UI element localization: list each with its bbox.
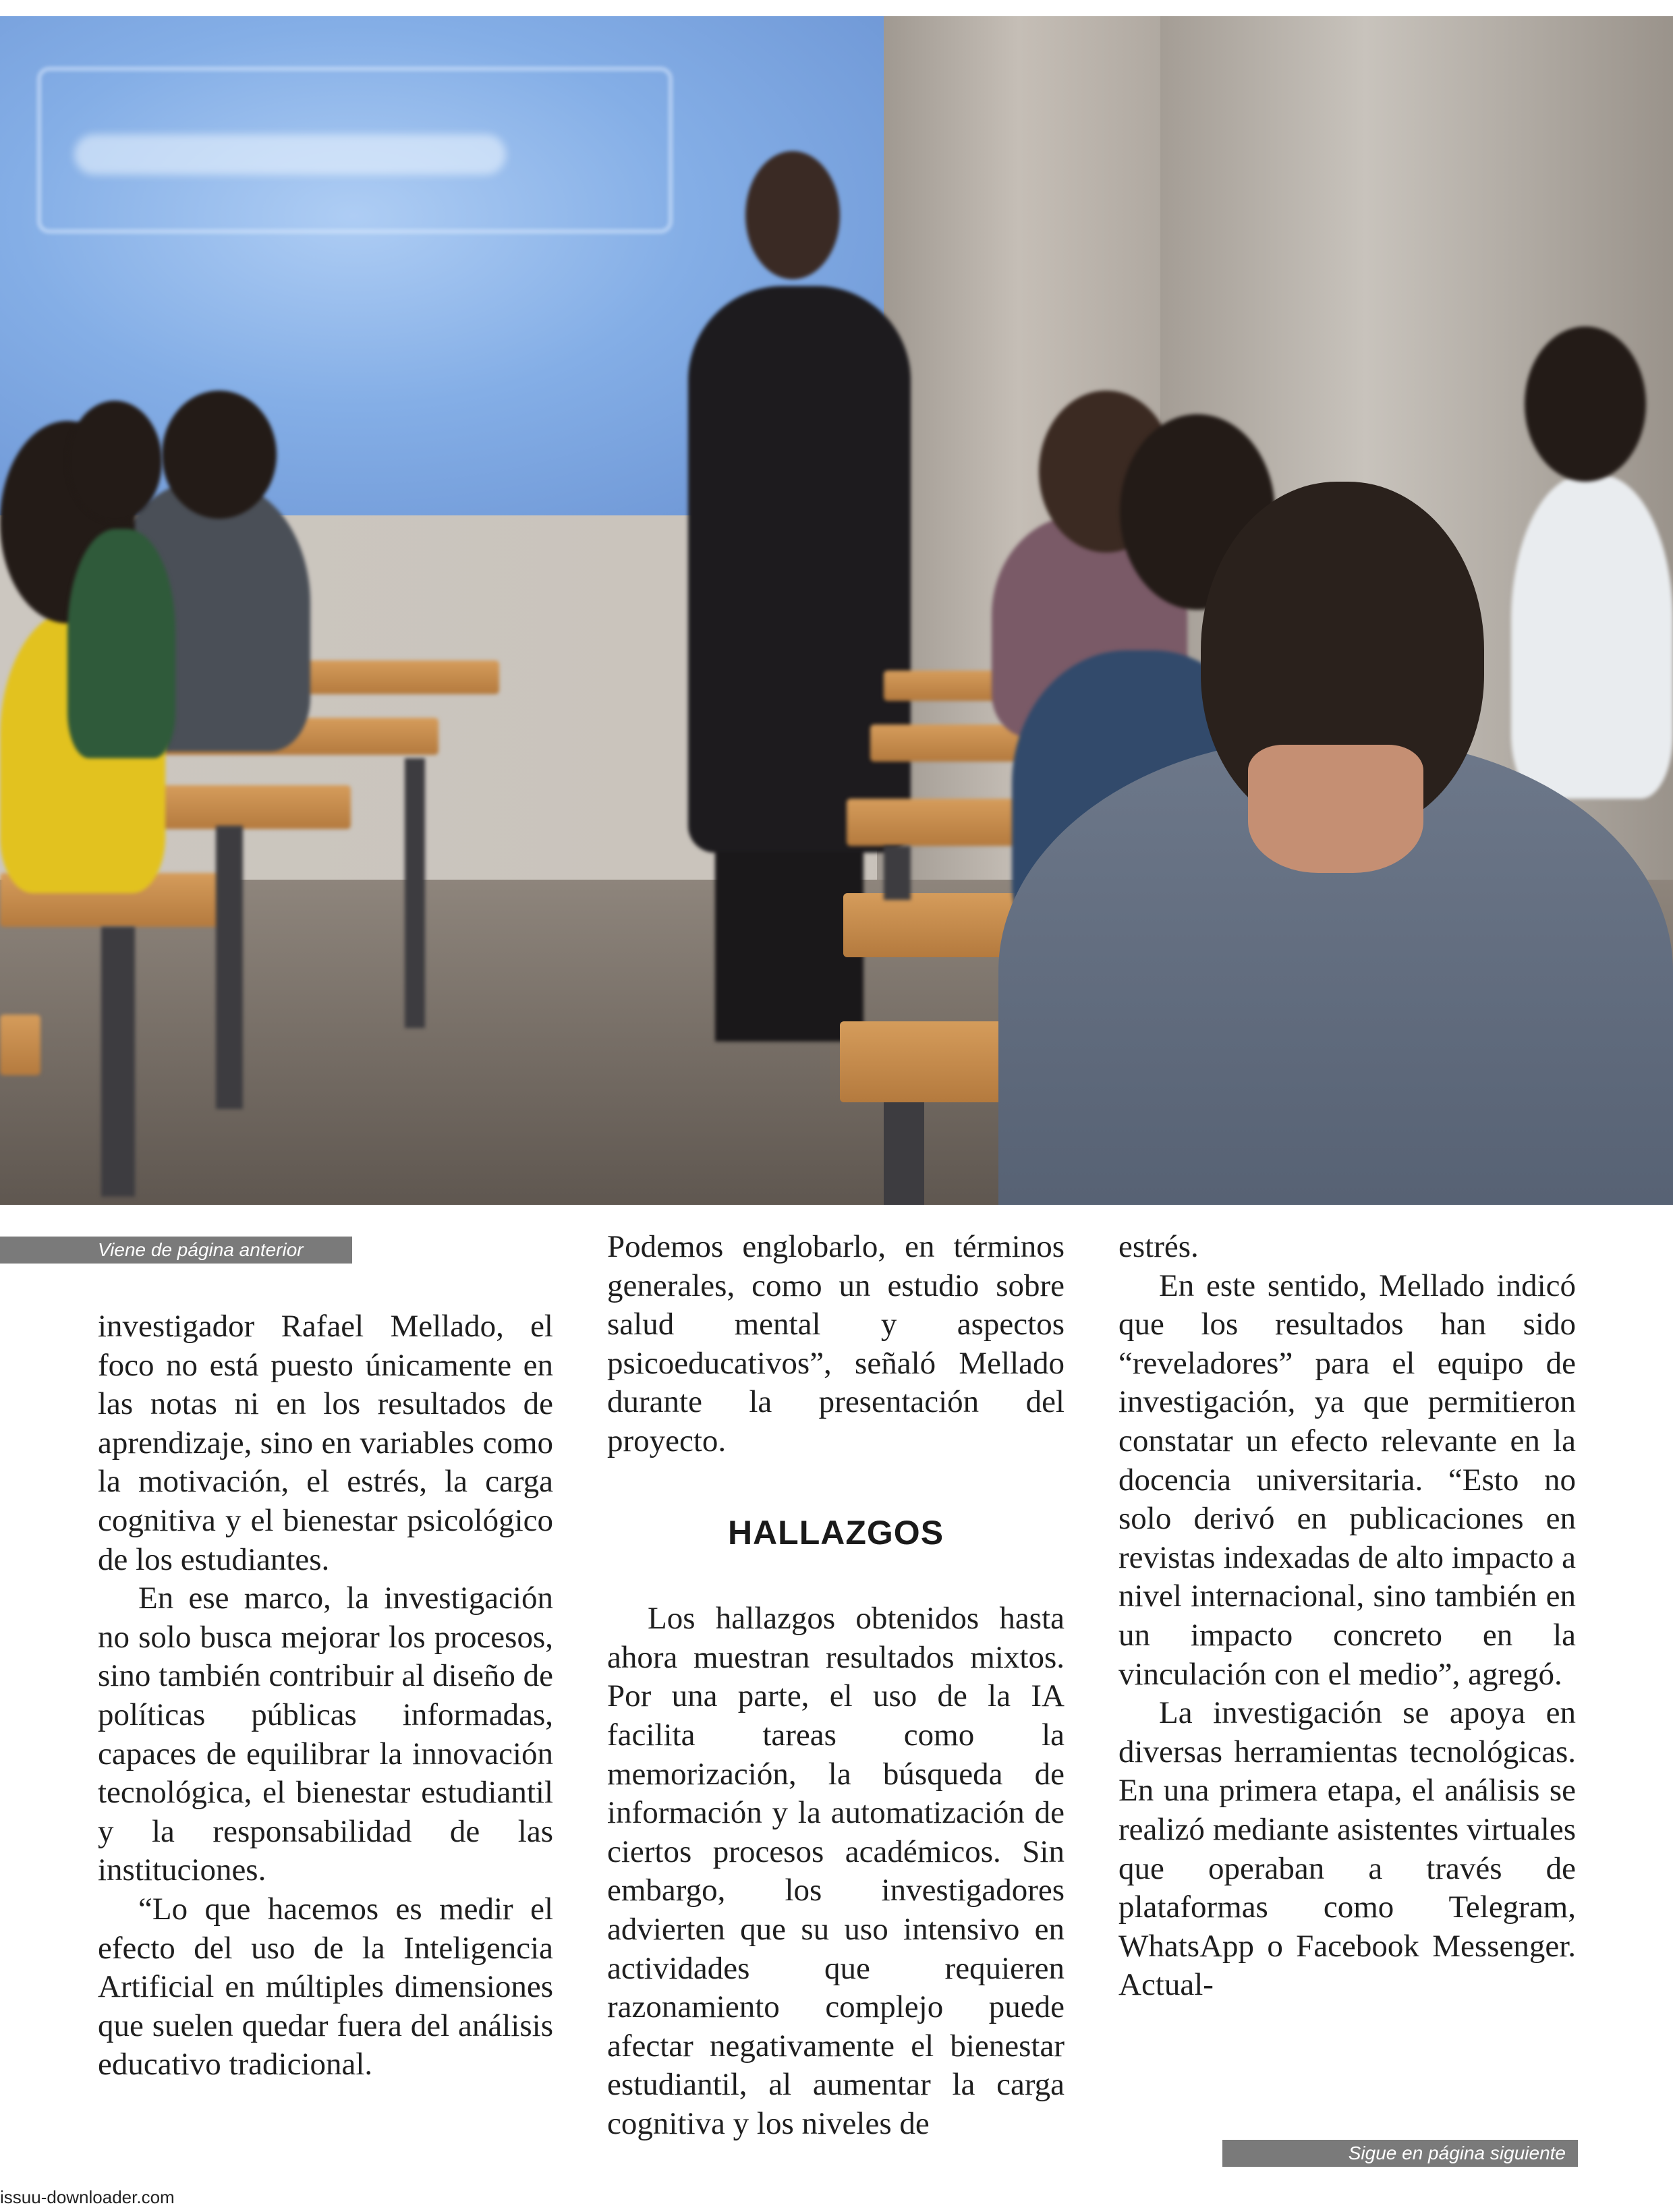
paragraph: Podemos englobarlo, en términos generales, como un estudio sobre salud mental y aspectos psicoeducativos”, señaló Mellado durante la presentación del proyecto. [607, 1229, 1065, 1458]
classroom-photo [0, 16, 1673, 1205]
continued-on-text: Sigue en página siguiente [1348, 2143, 1566, 2163]
screen-blurred-text [74, 134, 506, 175]
desk [0, 1015, 40, 1075]
student-head [67, 401, 162, 522]
paragraph: La investigación se apoya en diversas herramientas tecnológicas. En una primera etapa, el análisis se realizó mediante asistentes virtuales que operaban a través de plataformas como Telegram, WhatsApp o Facebook Messenger. Actual- [1118, 1695, 1576, 2003]
student-head [1525, 327, 1646, 482]
student [1511, 475, 1673, 799]
paragraph: En este sentido, Mellado indicó que los resultados han sido “reveladores” para el equipo de investigación, ya que permitieron constatar un efecto relevante en la docencia universitaria. “Esto no solo derivó en publicaciones en revistas indexadas de alto impacto a nivel internacional, sino también en un impacto concreto en la vinculación con el medio”, agregó. [1118, 1268, 1576, 1692]
article-column-1 [98, 1307, 553, 2085]
article-column-3 [1118, 1228, 1576, 2005]
student-neck [1248, 745, 1423, 873]
paragraph: En ese marco, la investigación no solo busca mejorar los procesos, sino también contribuir al diseño de políticas públicas informadas, capaces de equilibrar la innovación tecnológica, el bienestar estudiantil y la responsabilidad de las instituciones. [98, 1581, 553, 1888]
section-heading: HALLAZGOS [727, 1513, 944, 1552]
paragraph: “Lo que hacemos es medir el efecto del uso de la Inteligencia Artificial en múltiples dimensiones que suelen quedar fuera del análisis educativo tradicional. [98, 1891, 553, 2082]
continued-from-label [0, 1237, 352, 1264]
paragraph: Los hallazgos obtenidos hasta ahora muestran resultados mixtos. Por una parte, el uso de la IA facilita tareas como la memorización, la búsqueda de información y la automatización de ciertos procesos académicos. Sin embargo, los investigadores advierten que su uso intensivo en actividades que requieren razonamiento complejo puede afectar negativamente el bienestar estudiantil, al aumentar la carga cognitiva y los niveles de [607, 1601, 1065, 2141]
presenter [688, 286, 911, 853]
continued-on-label [1222, 2140, 1578, 2167]
paragraph: investigador Rafael Mellado, el foco no está puesto únicamente en las notas ni en los resultados de aprendizaje, sino en variables como la motivación, el estrés, la carga cognitiva y el bienestar psicológico de los estudiantes. [98, 1309, 553, 1577]
student-head [162, 391, 277, 519]
desk-leg [101, 927, 135, 1197]
continued-from-text: Viene de página anterior [98, 1239, 304, 1260]
presenter-head [745, 151, 840, 279]
desk-leg [405, 758, 425, 1028]
desk-leg [884, 846, 911, 900]
paragraph: estrés. [1118, 1229, 1199, 1264]
desk-leg [884, 1102, 924, 1205]
watermark: issuu-downloader.com [0, 2187, 175, 2207]
top-margin [0, 0, 1673, 16]
article-column-2 [607, 1228, 1065, 2143]
desk-leg [216, 826, 243, 1109]
student [67, 529, 175, 758]
presenter-legs [715, 826, 863, 1042]
